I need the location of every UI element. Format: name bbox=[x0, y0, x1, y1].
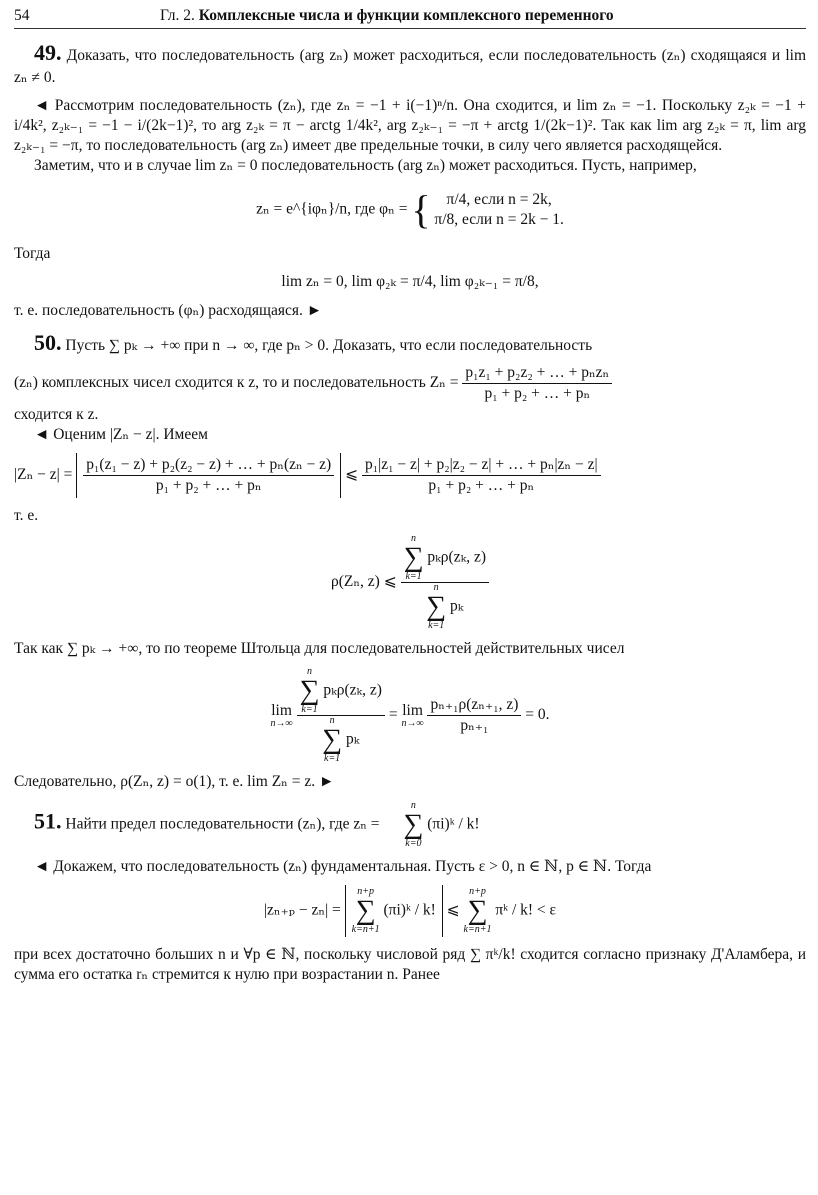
sum-operator: n ∑ k=1 bbox=[426, 582, 447, 632]
problem-49-number: 49. bbox=[34, 40, 62, 65]
problem-50-text-1: Пусть ∑ pₖ → +∞ при n → ∞, где pₙ > 0. Доказать, что если последовательность bbox=[65, 336, 593, 354]
estimate-abs bbox=[76, 453, 341, 498]
estimate-leq: ⩽ bbox=[345, 466, 359, 484]
sum-operator: n ∑ k=0 bbox=[403, 799, 424, 849]
estimate-num-2: p₁|z₁ − z| + p₂|z₂ − z| + … + pₙ|zₙ − z| bbox=[362, 455, 601, 476]
problem-51-statement bbox=[14, 801, 806, 849]
cauchy-abs: n+p ∑ k=n+1 (πi)ᵏ / k! bbox=[345, 885, 443, 937]
stolz-frac-2: $\frac{\text{pₙ₊₁ρ(zₙ₊₁, z)}}{\text{pₙ₊₁}}$ bbox=[427, 695, 521, 736]
rho-denominator: n ∑ k=1 pₖ bbox=[426, 582, 464, 632]
Zn-fraction bbox=[462, 363, 612, 404]
limit-operator: lim n→∞ bbox=[270, 702, 293, 729]
cauchy-left: |zₙ₊ₚ − zₙ| = bbox=[263, 901, 341, 919]
problem-50-stolz: Так как ∑ pₖ → +∞, то по теореме Штольца для последовательностей действительных чисел bbox=[14, 640, 625, 658]
estimate-left: |Zₙ − z| = bbox=[14, 466, 73, 484]
Zn-numerator: p₁z₁ + p₂z₂ + … + pₙzₙ bbox=[462, 363, 612, 384]
running-header bbox=[14, 6, 806, 29]
case-1: π/4, если n = 2k, bbox=[446, 191, 552, 209]
sum-operator: n ∑ k=1 bbox=[403, 533, 424, 583]
problem-50-text-2: (zₙ) комплексных чисел сходится к z, то и последовательность Zₙ = bbox=[14, 374, 459, 392]
sum-operator: n+p ∑ k=n+1 bbox=[351, 885, 380, 935]
sum-operator: n+p ∑ k=n+1 bbox=[463, 885, 492, 935]
problem-50-statement-2 bbox=[14, 363, 806, 404]
estimate-frac-1 bbox=[83, 455, 334, 496]
problem-50-estimate: ◄ Оценим |Zₙ − z|. Имеем bbox=[34, 425, 208, 443]
problem-49-then: Тогда bbox=[14, 245, 51, 263]
problem-49-statement bbox=[14, 39, 806, 88]
cases-block bbox=[434, 190, 564, 230]
formula-limits: lim zₙ = 0, lim φ₂ₖ = π/4, lim φ₂ₖ₋₁ = π/8, bbox=[281, 273, 539, 291]
sum-operator: n ∑ k=1 bbox=[299, 666, 320, 716]
problem-51-proof-2: при всех достаточно больших n и ∀p ∈ ℕ, поскольку числовой ряд ∑ πᵏ/k! сходится согласно признаку Д'Аламбера, и сумма его остатка rₙ стремится к нулю при возрастании n. Ранее bbox=[14, 945, 806, 983]
problem-50-number: 50. bbox=[34, 329, 62, 355]
estimate-den-1: p₁ + p₂ + … + pₙ bbox=[155, 477, 262, 495]
rho-numerator: n ∑ k=1 pₖρ(zₖ, z) bbox=[401, 534, 489, 583]
cases-brace: { bbox=[411, 187, 431, 233]
stolz-frac-1: n ∑ k=1 pₖρ(zₖ, z) n ∑ k=1 pₖ bbox=[297, 667, 385, 764]
chapter-heading bbox=[160, 6, 614, 26]
stolz-eq: = bbox=[388, 706, 398, 724]
rho-frac bbox=[401, 534, 489, 631]
problem-49-conclusion: т. е. последовательность (φₙ) расходящаяся. ► bbox=[14, 301, 323, 319]
problem-50-text-3: сходится к z. bbox=[14, 405, 99, 423]
estimate-frac-2 bbox=[362, 455, 601, 496]
formula-phi-definition bbox=[14, 184, 806, 236]
chapter-title: Комплексные числа и функции комплексного переменного bbox=[198, 7, 614, 24]
sum-operator: n ∑ k=1 bbox=[322, 715, 343, 765]
formula-phi-left: zₙ = e^{iφₙ}/n, где φₙ = bbox=[256, 200, 408, 218]
formula-estimate bbox=[14, 453, 806, 498]
problem-50-ie: т. е. bbox=[14, 507, 39, 525]
Zn-denominator: p₁ + p₂ + … + pₙ bbox=[484, 385, 591, 403]
problem-51-number: 51. bbox=[34, 808, 62, 834]
formula-stolz-limit bbox=[14, 667, 806, 764]
chapter-label: Гл. 2. bbox=[160, 7, 195, 24]
page-number: 54 bbox=[14, 7, 30, 24]
problem-51-proof-1: ◄ Докажем, что последовательность (zₙ) фундаментальная. Пусть ε > 0, n ∈ ℕ, p ∈ ℕ. Тогда bbox=[34, 857, 652, 875]
page bbox=[14, 6, 806, 985]
problem-49-solution-2: Заметим, что и в случае lim zₙ = 0 последовательность (arg zₙ) может расходиться. Пусть, например, bbox=[34, 157, 697, 175]
sum-term: (πi)ᵏ / k! bbox=[427, 815, 480, 833]
estimate-num-1: p₁(z₁ − z) + p₂(z₂ − z) + … + pₙ(zₙ − z) bbox=[83, 455, 334, 476]
problem-51-text: Найти предел последовательности (zₙ), где zₙ = bbox=[65, 815, 380, 833]
estimate-den-2: p₁ + p₂ + … + pₙ bbox=[428, 477, 535, 495]
limit-operator: lim n→∞ bbox=[401, 702, 424, 729]
stolz-result: = 0. bbox=[525, 706, 550, 724]
formula-rho bbox=[14, 534, 806, 631]
problem-50-conclusion: Следовательно, ρ(Zₙ, z) = o(1), т. е. lim Zₙ = z. ► bbox=[14, 773, 335, 791]
formula-cauchy: |zₙ₊ₚ − zₙ| = n+p ∑ k=n+1 (πi)ᵏ / k! ⩽ n+p ∑ k=n+1 πᵏ / k! < ε bbox=[263, 885, 557, 935]
rho-left: ρ(Zₙ, z) ⩽ bbox=[330, 573, 397, 591]
problem-49-solution-1: ◄ Рассмотрим последовательность (zₙ), где zₙ = −1 + i(−1)ⁿ/n. Она сходится, и lim zₙ = −1. Поскольку z₂ₖ = −1 + i/4k², z₂ₖ₋₁ = −1 − i/(2k−1)², то arg z₂ₖ = π − arctg 1/4k², arg z₂ₖ₋₁ = −π + arctg 1/(2k−1)². Так как lim arg z₂ₖ = π, lim arg z₂ₖ₋₁ = −π, то последовательность (arg zₙ) имеет две предельные точки, в силу чего является расходящейся. bbox=[14, 96, 806, 155]
problem-50-statement bbox=[14, 329, 806, 358]
problem-49-text: Доказать, что последовательность (arg zₙ) может расходиться, если последовательность (zₙ) сходящаяся и lim zₙ ≠ 0. bbox=[14, 47, 807, 86]
case-2: π/8, если n = 2k − 1. bbox=[434, 211, 564, 229]
